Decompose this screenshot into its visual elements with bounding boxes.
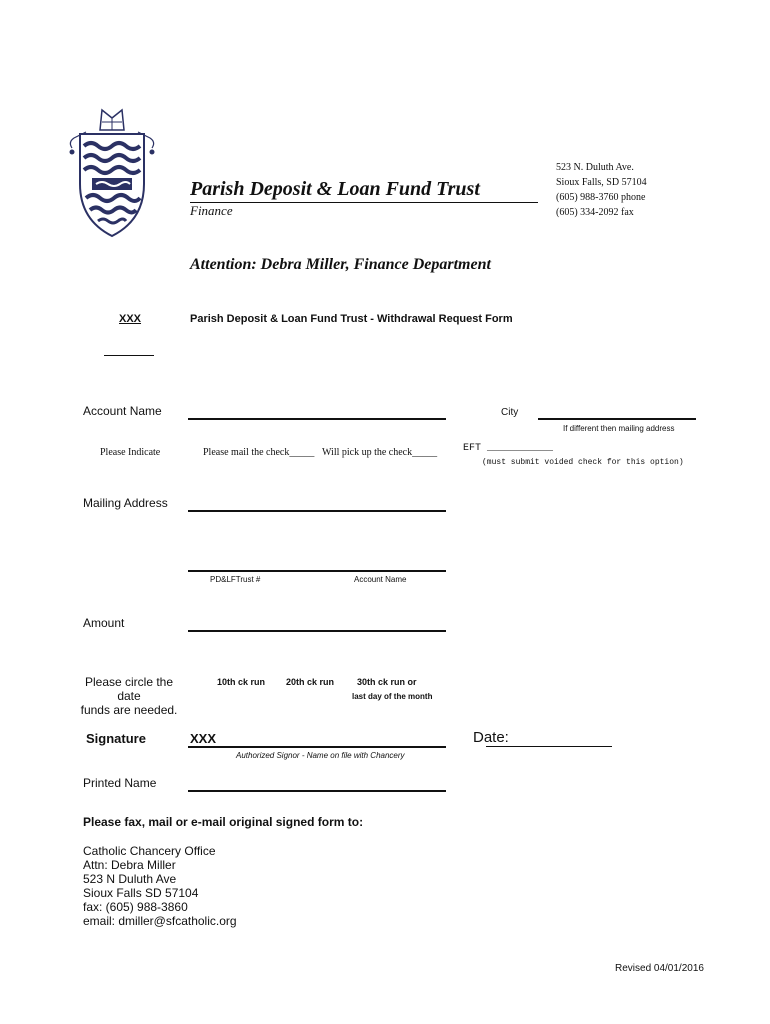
form-title: Parish Deposit & Loan Fund Trust - Withdrawal Request Form: [190, 313, 513, 325]
signature-value[interactable]: XXX: [190, 731, 217, 746]
contact-line: Catholic Chancery Office: [83, 844, 216, 858]
mailing-address-field-2[interactable]: [188, 570, 446, 572]
account-name-sublabel: Account Name: [354, 575, 407, 584]
phone-line: (605) 988-3760 phone: [556, 192, 646, 203]
contact-line: 523 N Duluth Ave: [83, 872, 177, 886]
chancery-contact-block: [83, 844, 237, 928]
contact-fax: fax: (605) 988-3860: [83, 900, 188, 914]
address-line: 523 N. Duluth Ave.: [556, 162, 634, 173]
mailing-address-field-1[interactable]: [188, 510, 446, 512]
please-indicate-label: Please Indicate: [100, 447, 161, 458]
amount-field[interactable]: [188, 630, 446, 632]
check-run-30th-note: last day of the month: [352, 692, 433, 701]
city-field[interactable]: [538, 418, 696, 420]
city-note: If different then mailing address: [563, 424, 675, 433]
submission-instruction: Please fax, mail or e-mail original signed form to:: [83, 815, 364, 829]
contact-line: Attn: Debra Miller: [83, 858, 176, 872]
revision-date: Revised 04/01/2016: [615, 963, 704, 974]
form-code: XXX: [119, 313, 142, 325]
signature-field[interactable]: [188, 746, 446, 748]
attention-line: Attention: Debra Miller, Finance Department: [190, 256, 491, 273]
code-underline-field[interactable]: [104, 355, 154, 356]
check-run-10th[interactable]: 10th ck run: [217, 677, 266, 687]
eft-option[interactable]: EFT ___________: [463, 443, 554, 454]
check-run-20th[interactable]: 20th ck run: [286, 677, 335, 687]
header-subtitle: Finance: [190, 203, 233, 218]
mailing-address-label: Mailing Address: [83, 496, 168, 510]
contact-line: Sioux Falls SD 57104: [83, 886, 199, 900]
mail-check-option[interactable]: Please mail the check_____: [203, 447, 315, 458]
circle-date-instruction: [74, 675, 184, 717]
printed-name-field[interactable]: [188, 790, 446, 792]
amount-label: Amount: [83, 616, 125, 630]
office-address-block: [556, 160, 647, 220]
circle-date-line-1: Please circle the date: [84, 675, 174, 703]
diocese-crest-logo: [66, 108, 158, 240]
form-header-title: Parish Deposit & Loan Fund Trust: [190, 178, 480, 200]
pdlf-trust-number-label: PD&LFTrust #: [210, 575, 261, 584]
date-label: Date:: [473, 729, 509, 746]
check-run-30th[interactable]: 30th ck run or: [357, 677, 417, 687]
pickup-check-option[interactable]: Will pick up the check_____: [322, 447, 438, 458]
fax-line: (605) 334-2092 fax: [556, 207, 634, 218]
printed-name-label: Printed Name: [83, 776, 157, 790]
eft-note: (must submit voided check for this option): [482, 458, 684, 467]
account-name-label: Account Name: [83, 404, 162, 418]
address-line: Sioux Falls, SD 57104: [556, 177, 647, 188]
header-rule: [190, 202, 538, 203]
city-label: City: [501, 407, 519, 418]
signature-label: Signature: [86, 731, 146, 746]
circle-date-line-2: funds are needed.: [80, 703, 178, 717]
date-field[interactable]: [486, 746, 612, 747]
account-name-field[interactable]: [188, 418, 446, 420]
signature-note: Authorized Signor - Name on file with Chancery: [236, 751, 405, 760]
contact-email[interactable]: email: dmiller@sfcatholic.org: [83, 914, 237, 928]
